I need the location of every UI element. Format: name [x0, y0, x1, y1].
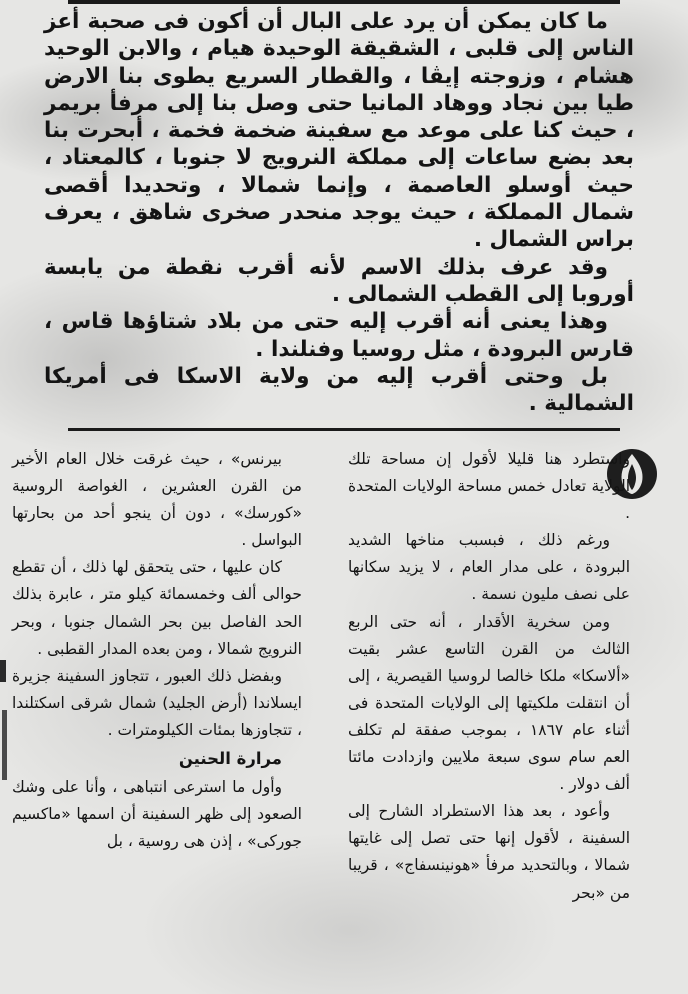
body-paragraph: كان عليها ، حتى يتحقق لها ذلك ، أن تقطع حوالى ألف وخمسمائة كيلو متر ، عابرة بذلك الحد الفاصل بين بحر الشمال جنوبا ، وبحر النرويج شمالا ، ومن بعده المدار القطبى . [12, 558, 302, 658]
section-subhead: مرارة الحنين [178, 749, 282, 769]
body-paragraph: بيرنس» ، حيث غرقت خلال العام الأخير من القرن العشرين ، الغواصة الروسية «كورسك» ، دون أن ينجو أحد من بحارتها البواسل . [12, 450, 302, 550]
body-paragraph: ومن سخرية الأقدار ، أنه حتى الربع الثالث من القرن التاسع عشر بقيت «ألاسكا» ملكا خالصا لروسيا القيصرية ، إلى أن انتقلت ملكيتها إلى الولايات المتحدة فى أثناء عام ١٨٦٧ ، بموجب صفقة لم تكلف العم سام سوى سبعة ملايين وازدادت مائتا ألف دولار . [348, 612, 630, 794]
body-paragraph: ورغم ذلك ، فبسبب مناخها الشديد البرودة ، على مدار العام ، لا يزيد سكانها على نصف مليون نسمة . [348, 531, 630, 604]
column-right [348, 446, 630, 907]
column-left [12, 446, 302, 855]
intro-paragraph: وقد عرف بذلك الاسم لأنه أقرب نقطة من يابسة أوروبا إلى القطب الشمالى . [44, 254, 634, 307]
intro-block [44, 8, 634, 417]
page-edge-mark [0, 660, 8, 780]
intro-paragraph: وهذا يعنى أنه أقرب إليه حتى من بلاد شتاؤها قاس ، قارس البرودة ، مثل روسيا وفنلندا . [44, 309, 634, 362]
intro-paragraph: بل وحتى أقرب إليه من ولاية الاسكا فى أمريكا الشمالية . [44, 363, 634, 417]
body-paragraph: وأول ما استرعى انتباهى ، وأنا على وشك الصعود إلى ظهر السفينة أن اسمها «ماكسيم جوركى» ، إذن هى روسية ، بل [12, 778, 302, 851]
top-rule [68, 0, 620, 4]
intro-paragraph: ما كان يمكن أن يرد على البال أن أكون فى صحبة أعز الناس إلى قلبى ، الشقيقة الوحيدة هيام ، والابن الوحيد هشام ، وزوجته إيڤا ، والقطار السريع يطوى بنا الارض طيا بين نجاد ووهاد المانيا حتى وصل بنا إلى مرفأ بريمر ، حيث كنا على موعد مع سفينة ضخمة فخمة ، أبحرت بنا بعد بضع ساعات إلى مملكة النرويج لا جنوبا ، كالمعتاد ، حيث أوسلو العاصمة ، وإنما شمالا ، وتحديدا أقصى شمال المملكة ، حيث يوجد منحدر صخرى شاهق ، يعرف براس الشمال . [44, 9, 634, 253]
body-paragraph: وأعود ، بعد هذا الاستطراد الشارح إلى السفينة ، لأقول إنها حتى تصل إلى غايتها شمالا ، وبالتحديد مرفأ «هونينسفاج» ، قريبا من «بحر [348, 802, 630, 902]
body-paragraph: وبفضل ذلك العبور ، تتجاوز السفينة جزيرة ايسلاندا (أرض الجليد) شمال شرقى اسكتلندا ، تتجاوزها بمئات الكيلومترات . [12, 666, 302, 739]
body-paragraph: واستطرد هنا قليلا لأقول إن مساحة تلك الولاية تعادل خمس مساحة الولايات المتحدة . [348, 450, 630, 523]
section-divider [68, 428, 620, 431]
